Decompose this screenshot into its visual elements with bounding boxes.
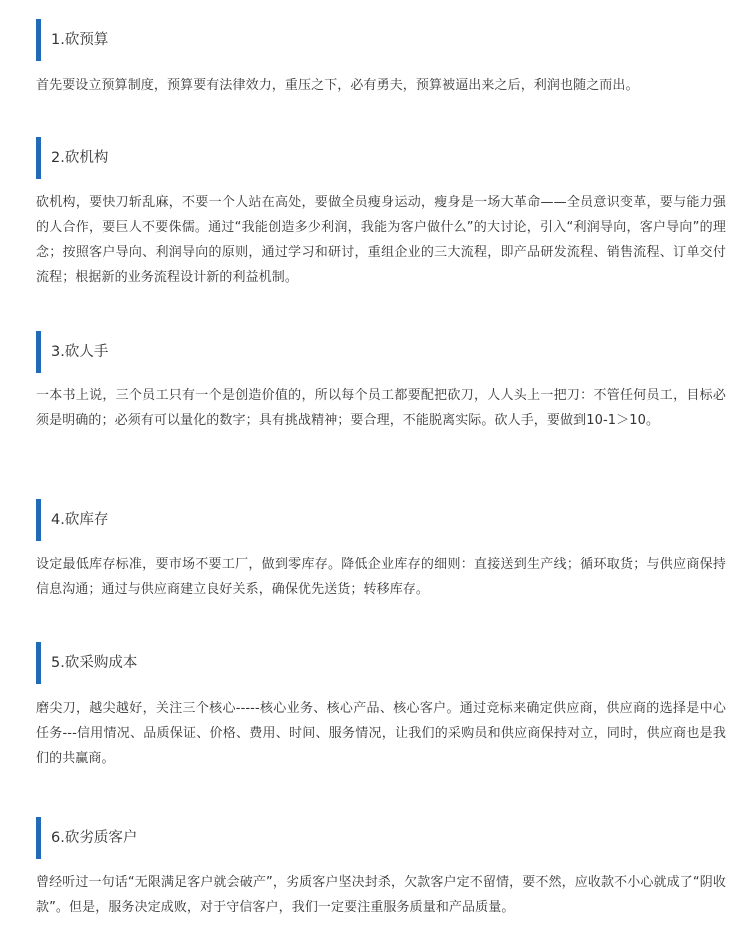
- section-title: 6.砍劣质客户: [51, 830, 138, 846]
- section-title: 2.砍机构: [51, 150, 109, 166]
- section-title: 3.砍人手: [51, 344, 109, 360]
- section-body: 一本书上说，三个员工只有一个是创造价值的，所以每个员工都要配把砍刀，人人头上一把刀：不管任何员工，目标必须是明确的；必须有可以量化的数字；具有挑战精神；要合理，不能脱离实际。砍人手，要做到10-1＞10。: [36, 388, 726, 428]
- section-body: 磨尖刀，越尖越好，关注三个核心-----核心业务、核心产品、核心客户。通过竞标来确定供应商，供应商的选择是中心任务---信用情况、品质保证、价格、费用、时间、服务情况，让我们的采购员和供应商保持对立，同时，供应商也是我们的共赢商。: [36, 701, 726, 766]
- section-body: 设定最低库存标准，要市场不要工厂，做到零库存。降低企业库存的细则：直接送到生产线；循环取货；与供应商保持信息沟通；通过与供应商建立良好关系，确保优先送货；转移库存。: [36, 557, 726, 597]
- heading-accent-bar: [36, 817, 41, 859]
- heading-accent-bar: [36, 331, 41, 373]
- section-heading: [36, 137, 726, 179]
- section-heading: [36, 817, 726, 859]
- section-body: 砍机构，要快刀斩乱麻，不要一个人站在高处，要做全员瘦身运动，瘦身是一场大革命——全员意识变革，要与能力强的人合作，要巨人不要侏儒。通过“我能创造多少利润，我能为客户做什么”的大讨论，引入“利润导向，客户导向”的理念；按照客户导向、利润导向的原则，通过学习和研讨，重组企业的三大流程，即产品研发流程、销售流程、订单交付流程；根据新的业务流程设计新的利益机制。: [36, 195, 726, 285]
- section-title: 1.砍预算: [51, 32, 109, 48]
- section-title: 4.砍库存: [51, 512, 109, 528]
- section-heading: [36, 642, 726, 684]
- heading-accent-bar: [36, 137, 41, 179]
- section-body: 首先要设立预算制度，预算要有法律效力，重压之下，必有勇夫，预算被逼出来之后，利润也随之而出。: [36, 78, 639, 93]
- section-heading: [36, 499, 726, 541]
- section-body: 曾经听过一句话“无限满足客户就会破产”，劣质客户坚决封杀，欠款客户定不留情，要不然，应收款不小心就成了“阴收款”。但是，服务决定成败，对于守信客户，我们一定要注重服务质量和产品质量。: [36, 875, 726, 915]
- section-title: 5.砍采购成本: [51, 655, 138, 671]
- heading-accent-bar: [36, 499, 41, 541]
- heading-accent-bar: [36, 642, 41, 684]
- section-heading: [36, 331, 726, 373]
- section-heading: [36, 19, 726, 61]
- heading-accent-bar: [36, 19, 41, 61]
